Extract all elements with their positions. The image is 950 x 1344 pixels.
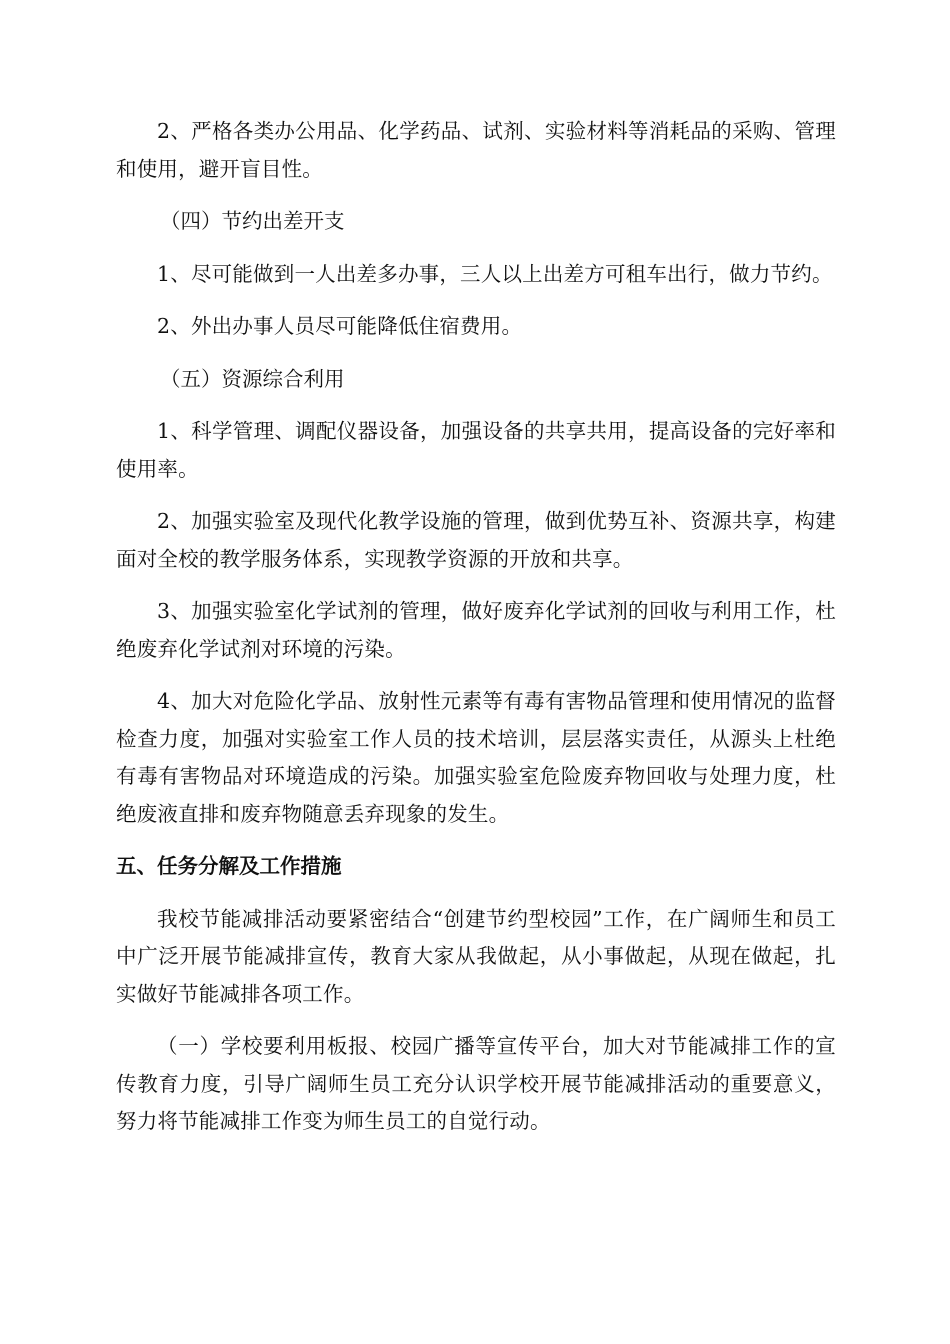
paragraph-resource-3: 3、加强实验室化学试剂的管理，做好废弃化学试剂的回收与利用工作，杜绝废弃化学试剂对环境的污染。 [116, 599, 836, 661]
subheading-travel-expenses: （四）节约出差开支 [160, 209, 345, 233]
paragraph-resource-2: 2、加强实验室及现代化教学设施的管理，做到优势互补、资源共享，构建面对全校的教学服务体系，实现教学资源的开放和共享。 [116, 509, 836, 571]
document-page [116, 113, 836, 1141]
section-heading-tasks: 五、任务分解及工作措施 [116, 854, 342, 878]
paragraph-travel-1: 1、尽可能做到一人出差多办事，三人以上出差方可租车出行，做力节约。 [157, 261, 833, 286]
paragraph-resource-1: 1、科学管理、调配仪器设备，加强设备的共享共用，提高设备的完好率和使用率。 [116, 419, 836, 481]
paragraph-travel-2: 2、外出办事人员尽可能降低住宿费用。 [157, 314, 523, 338]
paragraph-tasks-intro: 我校节能减排活动要紧密结合“创建节约型校园”工作，在广阔师生和员工中广泛开展节能减排宣传，教育大家从我做起，从小事做起，从现在做起，扎实做好节能减排各项工作。 [116, 906, 836, 1006]
paragraph-tasks-1: （一）学校要利用板报、校园广播等宣传平台，加大对节能减排工作的宣传教育力度，引导广阔师生员工充分认识学校开展节能减排活动的重要意义，努力将节能减排工作变为师生员工的自觉行动。 [116, 1034, 836, 1133]
paragraph-consumables: 2、严格各类办公用品、化学药品、试剂、实验材料等消耗品的采购、管理和使用，避开盲目性。 [116, 119, 836, 181]
subheading-resource-use: （五）资源综合利用 [160, 366, 345, 391]
paragraph-resource-4: 4、加大对危险化学品、放射性元素等有毒有害物品管理和使用情况的监督检查力度，加强对实验室工作人员的技术培训，层层落实责任，从源头上杜绝有毒有害物品对环境造成的污染。加强实验室危险废弃物回收与处理力度，杜绝废液直排和废弃物随意丢弃现象的发生。 [116, 689, 836, 826]
